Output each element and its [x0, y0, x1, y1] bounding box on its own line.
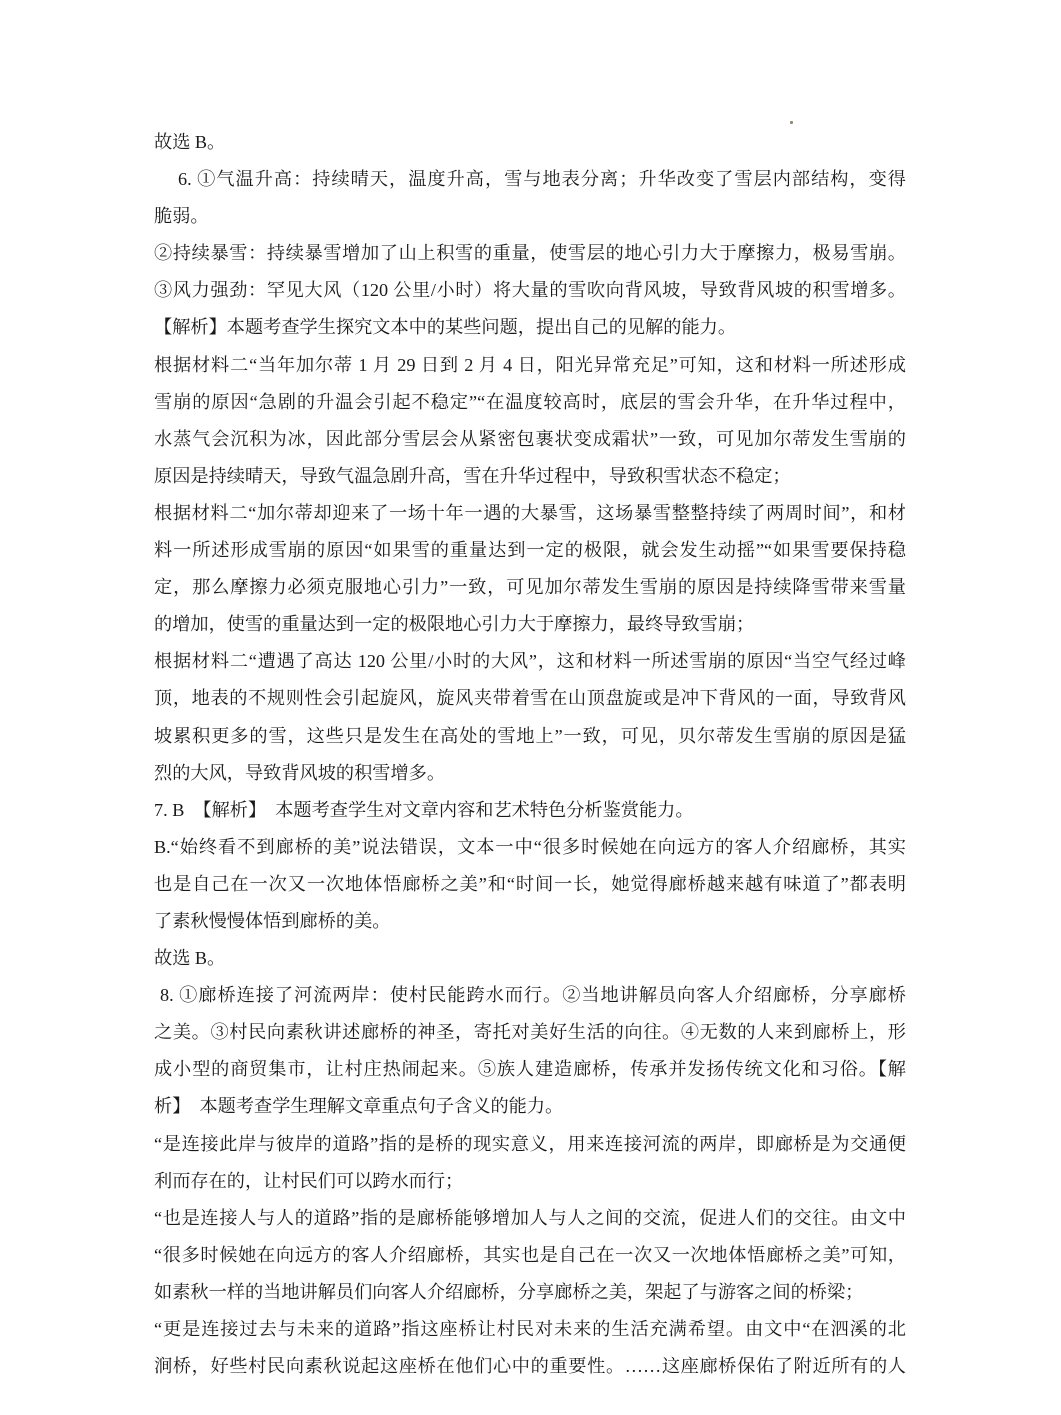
answer-5-conclusion	[154, 124, 906, 161]
text-line: “更是连接过去与未来的道路”指这座桥让村民对未来的生活充满希望。由文中“在泗溪的北	[154, 1319, 906, 1339]
answer-8-sentence-3-explanation	[154, 1311, 906, 1385]
text-line: “很多时候她在向远方的客人介绍廊桥，其实也是自己在一次又一次地体悟廊桥之美”可知，	[154, 1244, 906, 1265]
text-line: 的增加，使雪的重量达到一定的极限地心引力大于摩擦力，最终导致雪崩；	[154, 614, 755, 635]
text-line: 故选 B。	[154, 948, 226, 969]
text-line: 根据材料二“当年加尔蒂 1 月 29 日到 2 月 4 日，阳光异常充足”可知，这和材料一所述形成	[154, 354, 906, 375]
text-line: 析】 本题考查学生理解文章重点句子含义的能力。	[154, 1096, 564, 1117]
answer-8	[154, 977, 906, 1125]
text-line: 故选 B。	[154, 132, 226, 152]
text-line: 根据材料二“遭遇了高达 120 公里/小时的大风”，这和材料一所述雪崩的原因“当空气经过峰	[154, 651, 906, 672]
text-line: 之美。③村民向素秋讲述廊桥的神圣，寄托对美好生活的向往。④无数的人来到廊桥上，形	[154, 1022, 906, 1043]
text-line: 利而存在的，让村民们可以跨水而行；	[154, 1170, 464, 1191]
answer-7	[154, 792, 906, 829]
answer-6-analysis-heading	[154, 309, 906, 346]
text-line: 顶，地表的不规则性会引起旋风，旋风夹带着雪在山顶盘旋或是冲下背风的一面，导致背风	[154, 688, 906, 709]
answer-7-analysis	[154, 829, 906, 940]
text-line: B.“始终看不到廊桥的美”说法错误，文本一中“很多时候她在向远方的客人介绍廊桥，其实	[154, 836, 906, 857]
text-line: 定，那么摩擦力必须克服地心引力”一致，可见加尔蒂发生雪崩的原因是持续降雪带来雪量	[154, 577, 906, 598]
answer-8-sentence-2-explanation	[154, 1200, 906, 1311]
text-line: 脆弱。	[154, 206, 209, 227]
text-line: 料一所述形成雪崩的原因“如果雪的重量达到一定的极限，就会发生动摇”“如果雪要保持稳	[154, 540, 906, 561]
answer-6-analysis-reason-2	[154, 495, 906, 643]
text-line: “也是连接人与人的道路”指的是廊桥能够增加人与人之间的交流，促进人们的交往。由文中	[154, 1207, 906, 1228]
text-line: 水蒸气会沉积为冰，因此部分雪层会从紧密包裹状变成霜状”一致，可见加尔蒂发生雪崩的	[154, 428, 906, 449]
answer-6-analysis-reason-1	[154, 347, 906, 495]
answer-explanations-body	[154, 124, 906, 1385]
text-line: 8. ①廊桥连接了河流两岸：使村民能跨水而行。②当地讲解员向客人介绍廊桥，分享廊桥	[160, 985, 906, 1006]
text-line: 7. B 【解析】 本题考查学生对文章内容和艺术特色分析鉴赏能力。	[154, 799, 694, 820]
answer-8-sentence-1-explanation	[154, 1126, 906, 1200]
text-line: 成小型的商贸集市，让村庄热闹起来。⑤族人建造廊桥，传承并发扬传统文化和习俗。【解	[154, 1059, 906, 1080]
answer-6-point-1	[154, 161, 906, 235]
text-line: 原因是持续晴天，导致气温急剧升高，雪在升华过程中，导致积雪状态不稳定；	[154, 465, 791, 486]
text-line: 了素秋慢慢体悟到廊桥的美。	[154, 910, 391, 931]
text-line: 也是自己在一次又一次地体悟廊桥之美”和“时间一长，她觉得廊桥越来越有味道了”都表明	[154, 873, 906, 894]
answer-6-analysis-reason-3	[154, 643, 906, 791]
text-line: 雪崩的原因“急剧的升温会引起不稳定”“在温度较高时，底层的雪会升华，在升华过程中，	[154, 391, 906, 412]
text-line: 烈的大风，导致背风坡的积雪增多。	[154, 762, 446, 783]
text-line: 【解析】本题考查学生探究文本中的某些问题，提出自己的见解的能力。	[154, 317, 737, 338]
answer-6-point-3	[154, 272, 906, 309]
text-line: 如素秋一样的当地讲解员们向客人介绍廊桥，分享廊桥之美，架起了与游客之间的桥梁；	[154, 1281, 864, 1302]
text-line: 坡累积更多的雪，这些只是发生在高处的雪地上”一致，可见，贝尔蒂发生雪崩的原因是猛	[154, 725, 906, 746]
text-line: ②持续暴雪：持续暴雪增加了山上积雪的重量，使雪层的地心引力大于摩擦力，极易雪崩。	[154, 243, 906, 264]
text-line: 涧桥，好些村民向素秋说起这座桥在他们心中的重要性。……这座廊桥保佑了附近所有的人	[154, 1356, 906, 1377]
text-line: 根据材料二“加尔蒂却迎来了一场十年一遇的大暴雪，这场暴雪整整持续了两周时间”，和材	[154, 502, 906, 523]
text-line: ③风力强劲：罕见大风（120 公里/小时）将大量的雪吹向背风坡，导致背风坡的积雪增多。	[154, 280, 906, 301]
answer-6-point-2	[154, 235, 906, 272]
text-line: “是连接此岸与彼岸的道路”指的是桥的现实意义，用来连接河流的两岸，即廊桥是为交通便	[154, 1133, 906, 1154]
text-line: 6. ①气温升高：持续晴天，温度升高，雪与地表分离；升华改变了雪层内部结构，变得	[178, 169, 906, 190]
answer-7-conclusion	[154, 940, 906, 977]
